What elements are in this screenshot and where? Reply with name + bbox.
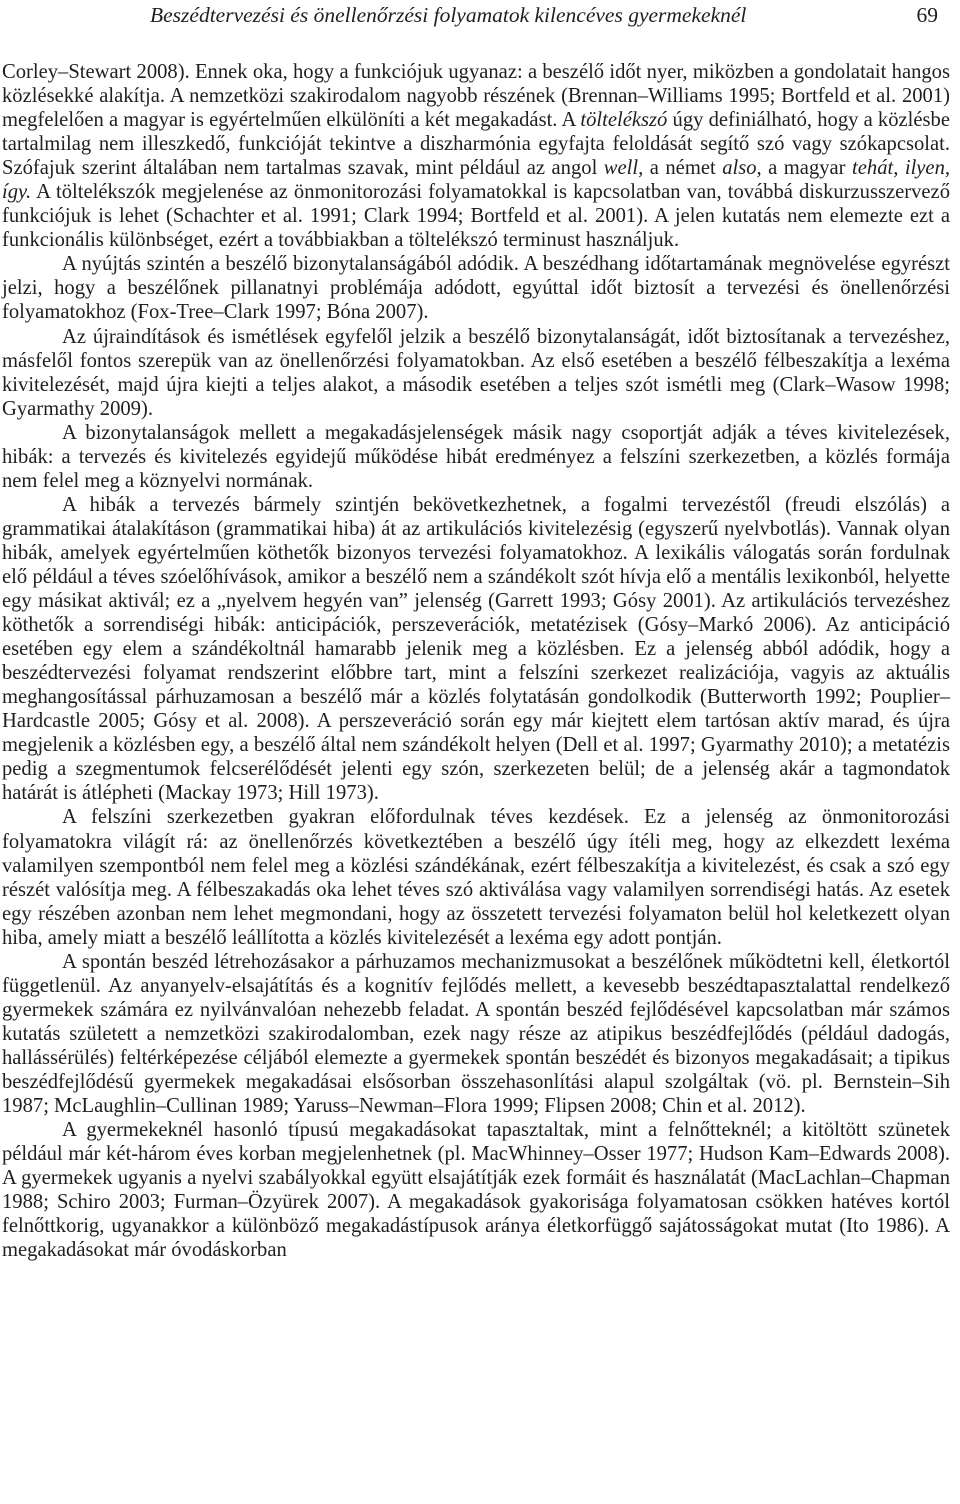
emphasized-term: tehát, ilyen, így. <box>2 157 951 204</box>
paragraph: A felszíni szerkezetben gyakran előfordulnak téves kezdések. Ez a jelenség az önmonitorozási folyamatokra világít rá: az önellenőrzés következtében a beszélő úgy ítéli meg, hogy az elkezdett lexéma valamilyen szempontból nem felel meg a közlési szándékának, ezért félbeszakítja a kivitelezést, és csak a szó egy részét valósítja meg. A félbeszakadás oka lehet téves szó aktiválása vagy valamilyen sorrendiségi hatás. Az esetek egy részében azonban nem lehet megmondani, hogy az összetett tervezési folyamaton belül hol keletkezett olyan hiba, amely miatt a beszélő leállította a közlés kivitelezését a lexéma egy adott pontján. <box>2 806 950 949</box>
paragraph: A bizonytalanságok mellett a megakadásjelenségek másik nagy csoportját adják a téves kivitelezések, hibák: a tervezés és kivitelezés egyidejű működése hibát eredményez a felszíni szerkezetben, a közlés formája nem felel meg a köznyelvi normának. <box>2 421 950 492</box>
emphasized-term: well, <box>603 157 644 180</box>
paragraph: Corley–Stewart 2008). Ennek oka, hogy a funkciójuk ugyanaz: a beszélő időt nyer, miközben a gondolatait hangos közlésekké alakítja. A nemzetközi szakirodalom nagyobb részének (Brennan–Williams 1995; Bortfeld et al. 2001) megfelelően a magyar is egyértelműen elkülöníti a két megakadást. A töltelékszó úgy definiálható, hogy a közlésbe tartalmilag nem illeszkedő, funkcióját tekintve a diszharmónia egyfajta feloldását segítő szó vagy szókapcsolat. Szófajuk szerint általában nem tartalmas szavak, mint például az angol well, a német also, a magyar tehát, ilyen, így. A töltelékszók megjelenése az önmonitorozási folyamatokkal is kapcsolatban van, továbbá diskurzusszervező funkciójuk is lehet (Schachter et al. 1991; Clark 1994; Bortfeld et al. 2001). A jelen kutatás nem elemezte ezt a funkcionális különbséget, ezért a továbbiakban a töltelékszó terminust használjuk. <box>2 61 951 252</box>
paragraph: A spontán beszéd létrehozásakor a párhuzamos mechanizmusokat a beszélőnek működtetni kell, életkortól függetlenül. Az anyanyelv-elsajátítás és a kognitív fejlődés mellett, a kevesebb beszédtapasztalattal rendelkező gyermekek számára ez nyilvánvalóan nehezebb feladat. A spontán beszéd fejlődésével kapcsolatban már számos kutatás született a nemzetközi szakirodalomban, ezek nagy része az atipikus beszédfejlődés (például dadogás, hallássérülés) feltérképezése céljából elemezte a gyermekek spontán beszédét és bizonyos megakadásait; a tipikus beszédfejlődésű gyermekek megakadásai elsősorban összehasonlítási alapul szolgáltak (vö. pl. Bernstein–Sih 1987; McLaughlin–Cullinan 1989; Yaruss–Newman–Flora 1999; Flipsen 2008; Chin et al. 2012). <box>2 950 950 1118</box>
running-title: Beszédtervezési és önellenőrzési folyamatok kilencéves gyermekeknél <box>150 3 747 27</box>
body-text <box>2 41 950 1262</box>
paragraph: Az újraindítások és ismétlések egyfelől jelzik a beszélő bizonytalanságát, időt biztosítanak a tervezéshez, másfelől fontos szerepük van az önellenőrzési folyamatokban. Az első esetében a beszélő félbeszakítja a lexéma kivitelezését, majd újra kiejti a teljes alakot, a második esetében a teljes szót ismétli meg (Clark–Wasow 1998; Gyarmathy 2009). <box>2 325 950 420</box>
paragraph: A nyújtás szintén a beszélő bizonytalanságából adódik. A beszédhang időtartamának megnövelése egyrészt jelzi, hogy a beszélőnek pillanatnyi problémája adódott, egyúttal időt biztosít a tervezési és önellenőrzési folyamatokhoz (Fox-Tree–Clark 1997; Bóna 2007). <box>2 253 950 324</box>
running-header <box>2 0 950 41</box>
emphasized-term: also, <box>722 157 762 180</box>
page-number: 69 <box>916 3 938 27</box>
paragraph: A hibák a tervezés bármely szintjén bekövetkezhetnek, a fogalmi tervezéstől (freudi elszólás) a grammatikai átalakításon (grammatikai hiba) át az artikulációs kivitelezésig (egyszerű nyelvbotlás). Vannak olyan hibák, amelyek egyértelműen köthetők bizonyos tervezési folyamatokhoz. A lexikális válogatás során fordulnak elő például a téves szóelőhívások, amikor a beszélő nem a szándékolt szót hívja elő a mentális lexikonból, helyette egy másikat aktivál; ez a „nyelvem hegyén van” jelenség (Garrett 1993; Gósy 2001). Az artikulációs tervezéshez köthetők a sorrendiségi hibák: anticipációk, perszeverációk, metatézisek (Gósy–Markó 2006). Az anticipáció esetében egy elem a szándékoltnál hamarabb jelenik meg a közlésben. Ez a jelenség abból adódik, hogy a beszédtervezési folyamat rendszerint előbbre tart, mint a felszíni szerkezet realizációja, vagyis az aktuális meghangosítással párhuzamosan a beszélő már a közlés folytatásán gondolkodik (Butterworth 1992; Pouplier–Hardcastle 2005; Gósy et al. 2008). A perszeveráció során egy már kiejtett elem tartósan aktív marad, és újra megjelenik a közlésben egy, a beszélő által nem szándékolt helyen (Dell et al. 1997; Gyarmathy 2010); a metatézis pedig a szegmentumok felcserélődését jelenti egy szón, szerkezeten belül; de a jelenség akár a tagmondatok határát is átlépheti (Mackay 1973; Hill 1973). <box>2 493 950 805</box>
emphasized-term: töltelékszó <box>580 109 668 132</box>
paragraph: A gyermekeknél hasonló típusú megakadásokat tapasztaltak, mint a felnőtteknél; a kitöltött szünetek például már két-három éves korban megjelenhetnek (pl. MacWhinney–Osser 1977; Hudson Kam–Edwards 2008). A gyermekek ugyanis a nyelvi szabályokkal együtt elsajátítják ezek formáit és használatát (MacLachlan–Chapman 1988; Schiro 2003; Furman–Özyürek 2007). A megakadások gyakorisága folyamatosan csökken hatéves kortól felnőttkorig, ugyanakkor a különböző megakadástípusok aránya életkorfüggő sajátosságokat mutat (Ito 1986). A megakadásokat már óvodáskorban <box>2 1119 950 1262</box>
